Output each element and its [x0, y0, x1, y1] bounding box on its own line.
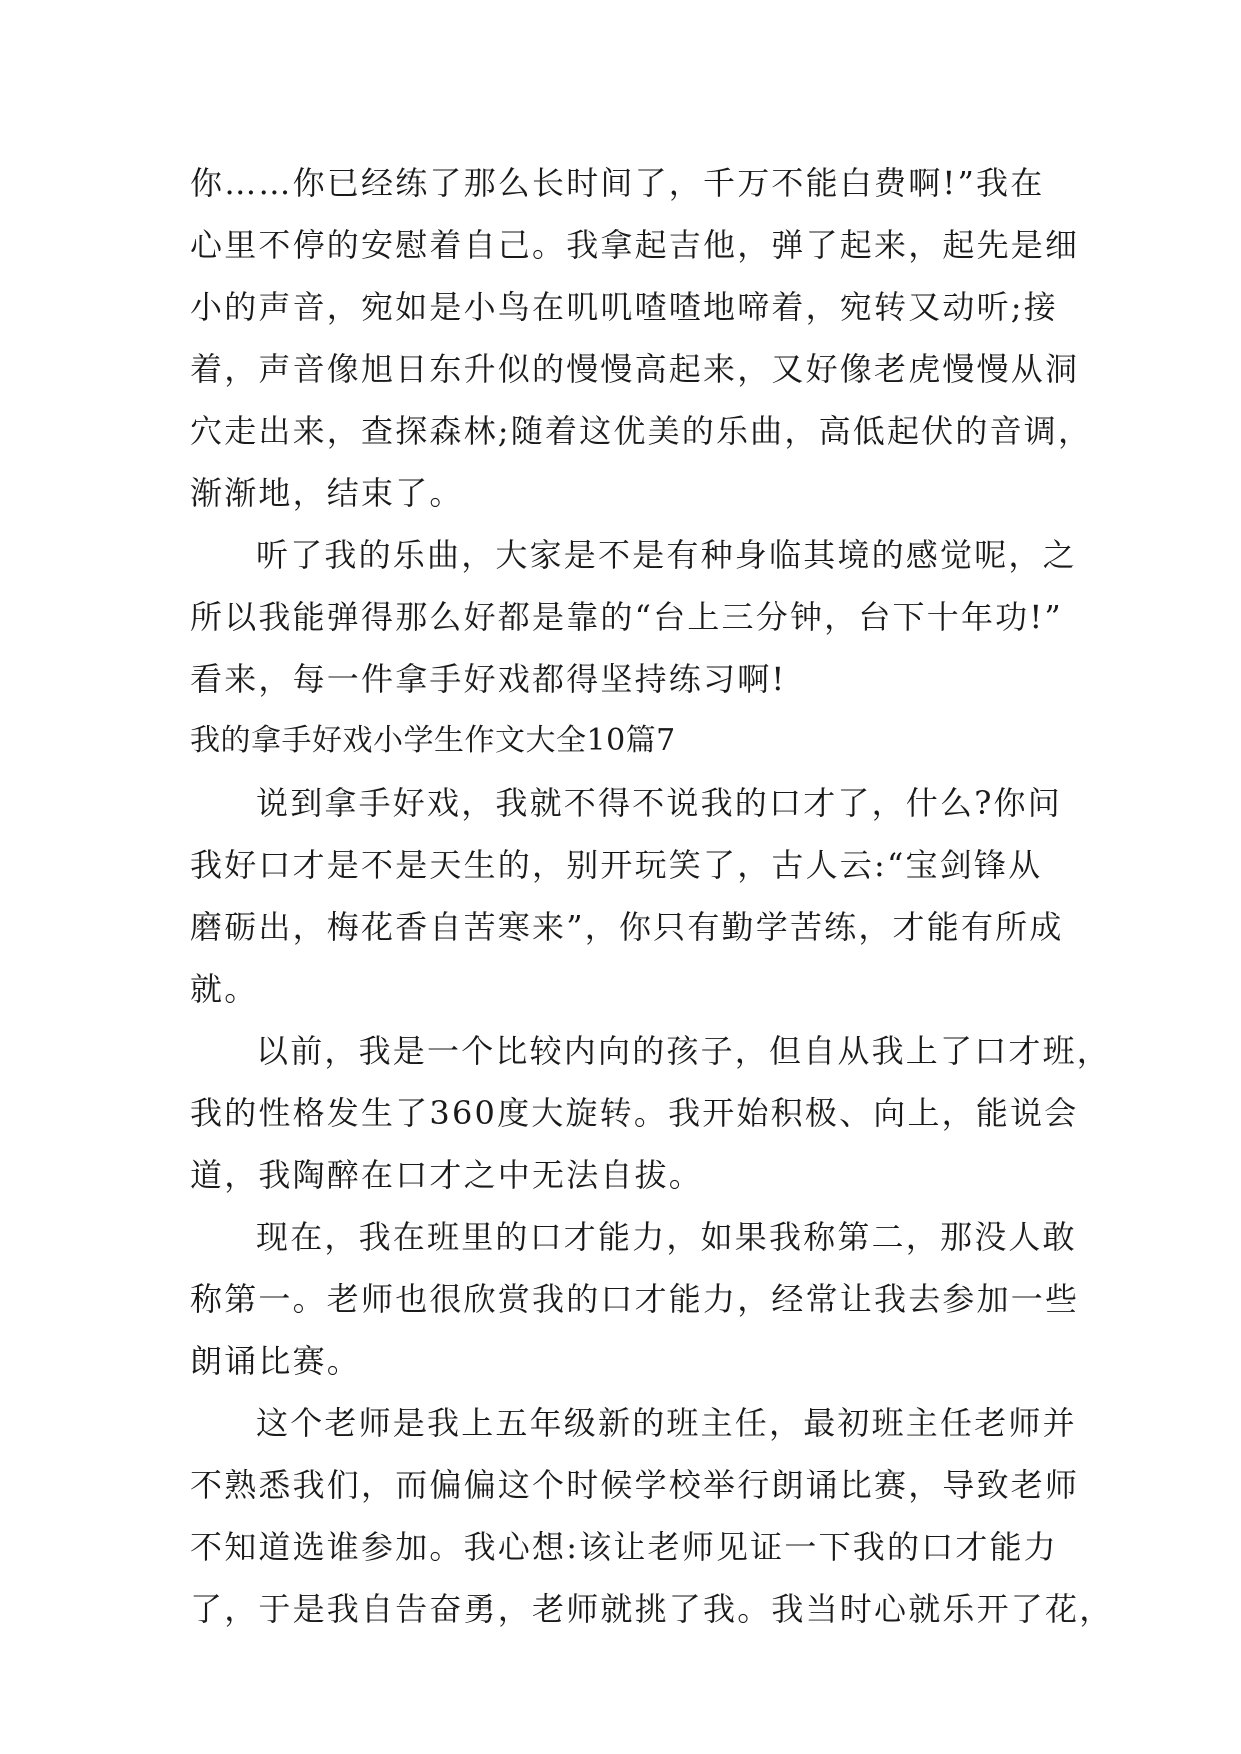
paragraph-first-line: 现在，我在班里的口才能力，如果我称第二，那没人敢 [256, 1218, 1077, 1256]
text-line: 着，声音像旭日东升似的慢慢高起来，又好像老虎慢慢从洞 [190, 350, 1080, 388]
section-heading: 我的拿手好戏小学生作文大全10篇7 [190, 723, 676, 758]
text-line: 道，我陶醉在口才之中无法自拔。 [190, 1156, 704, 1194]
text-line: 看来，每一件拿手好戏都得坚持练习啊! [190, 660, 787, 698]
text-line: 所以我能弹得那么好都是靠的“台上三分钟，台下十年功!” [190, 598, 1063, 636]
text-line: 渐渐地，结束了。 [190, 474, 464, 512]
text-line: 小的声音，宛如是小鸟在叽叽喳喳地啼着，宛转又动听;接 [190, 288, 1058, 326]
text-line: 我好口才是不是天生的，别开玩笑了，古人云:“宝剑锋从 [190, 846, 1043, 884]
paragraph-first-line: 这个老师是我上五年级新的班主任，最初班主任老师并 [256, 1404, 1077, 1442]
text-line: 磨砺出，梅花香自苦寒来”，你只有勤学苦练，才能有所成 [190, 908, 1064, 946]
text-line: 了，于是我自告奋勇，老师就挑了我。我当时心就乐开了花， [190, 1590, 1114, 1628]
text-line: 心里不停的安慰着自己。我拿起吉他，弹了起来，起先是细 [190, 226, 1080, 264]
paragraph-first-line: 以前，我是一个比较内向的孩子，但自从我上了口才班， [256, 1032, 1112, 1070]
text-line: 不知道选谁参加。我心想:该让老师见证一下我的口才能力 [190, 1528, 1058, 1566]
document-body [190, 152, 1114, 1640]
text-line: 你……你已经练了那么长时间了，千万不能白费啊!”我在 [190, 164, 1045, 202]
paragraph-first-line: 说到拿手好戏，我就不得不说我的口才了，什么?你问 [256, 784, 1062, 822]
text-line: 就。 [190, 970, 259, 1008]
text-line: 朗诵比赛。 [190, 1342, 362, 1380]
paragraph-first-line: 听了我的乐曲，大家是不是有种身临其境的感觉呢，之 [256, 536, 1077, 574]
text-line: 我的性格发生了360度大旋转。我开始积极、向上，能说会 [190, 1094, 1079, 1132]
text-line: 穴走出来，查探森林;随着这优美的乐曲，高低起伏的音调， [190, 412, 1093, 450]
text-line: 不熟悉我们，而偏偏这个时候学校举行朗诵比赛，导致老师 [190, 1466, 1080, 1504]
text-line: 称第一。老师也很欣赏我的口才能力，经常让我去参加一些 [190, 1280, 1080, 1318]
